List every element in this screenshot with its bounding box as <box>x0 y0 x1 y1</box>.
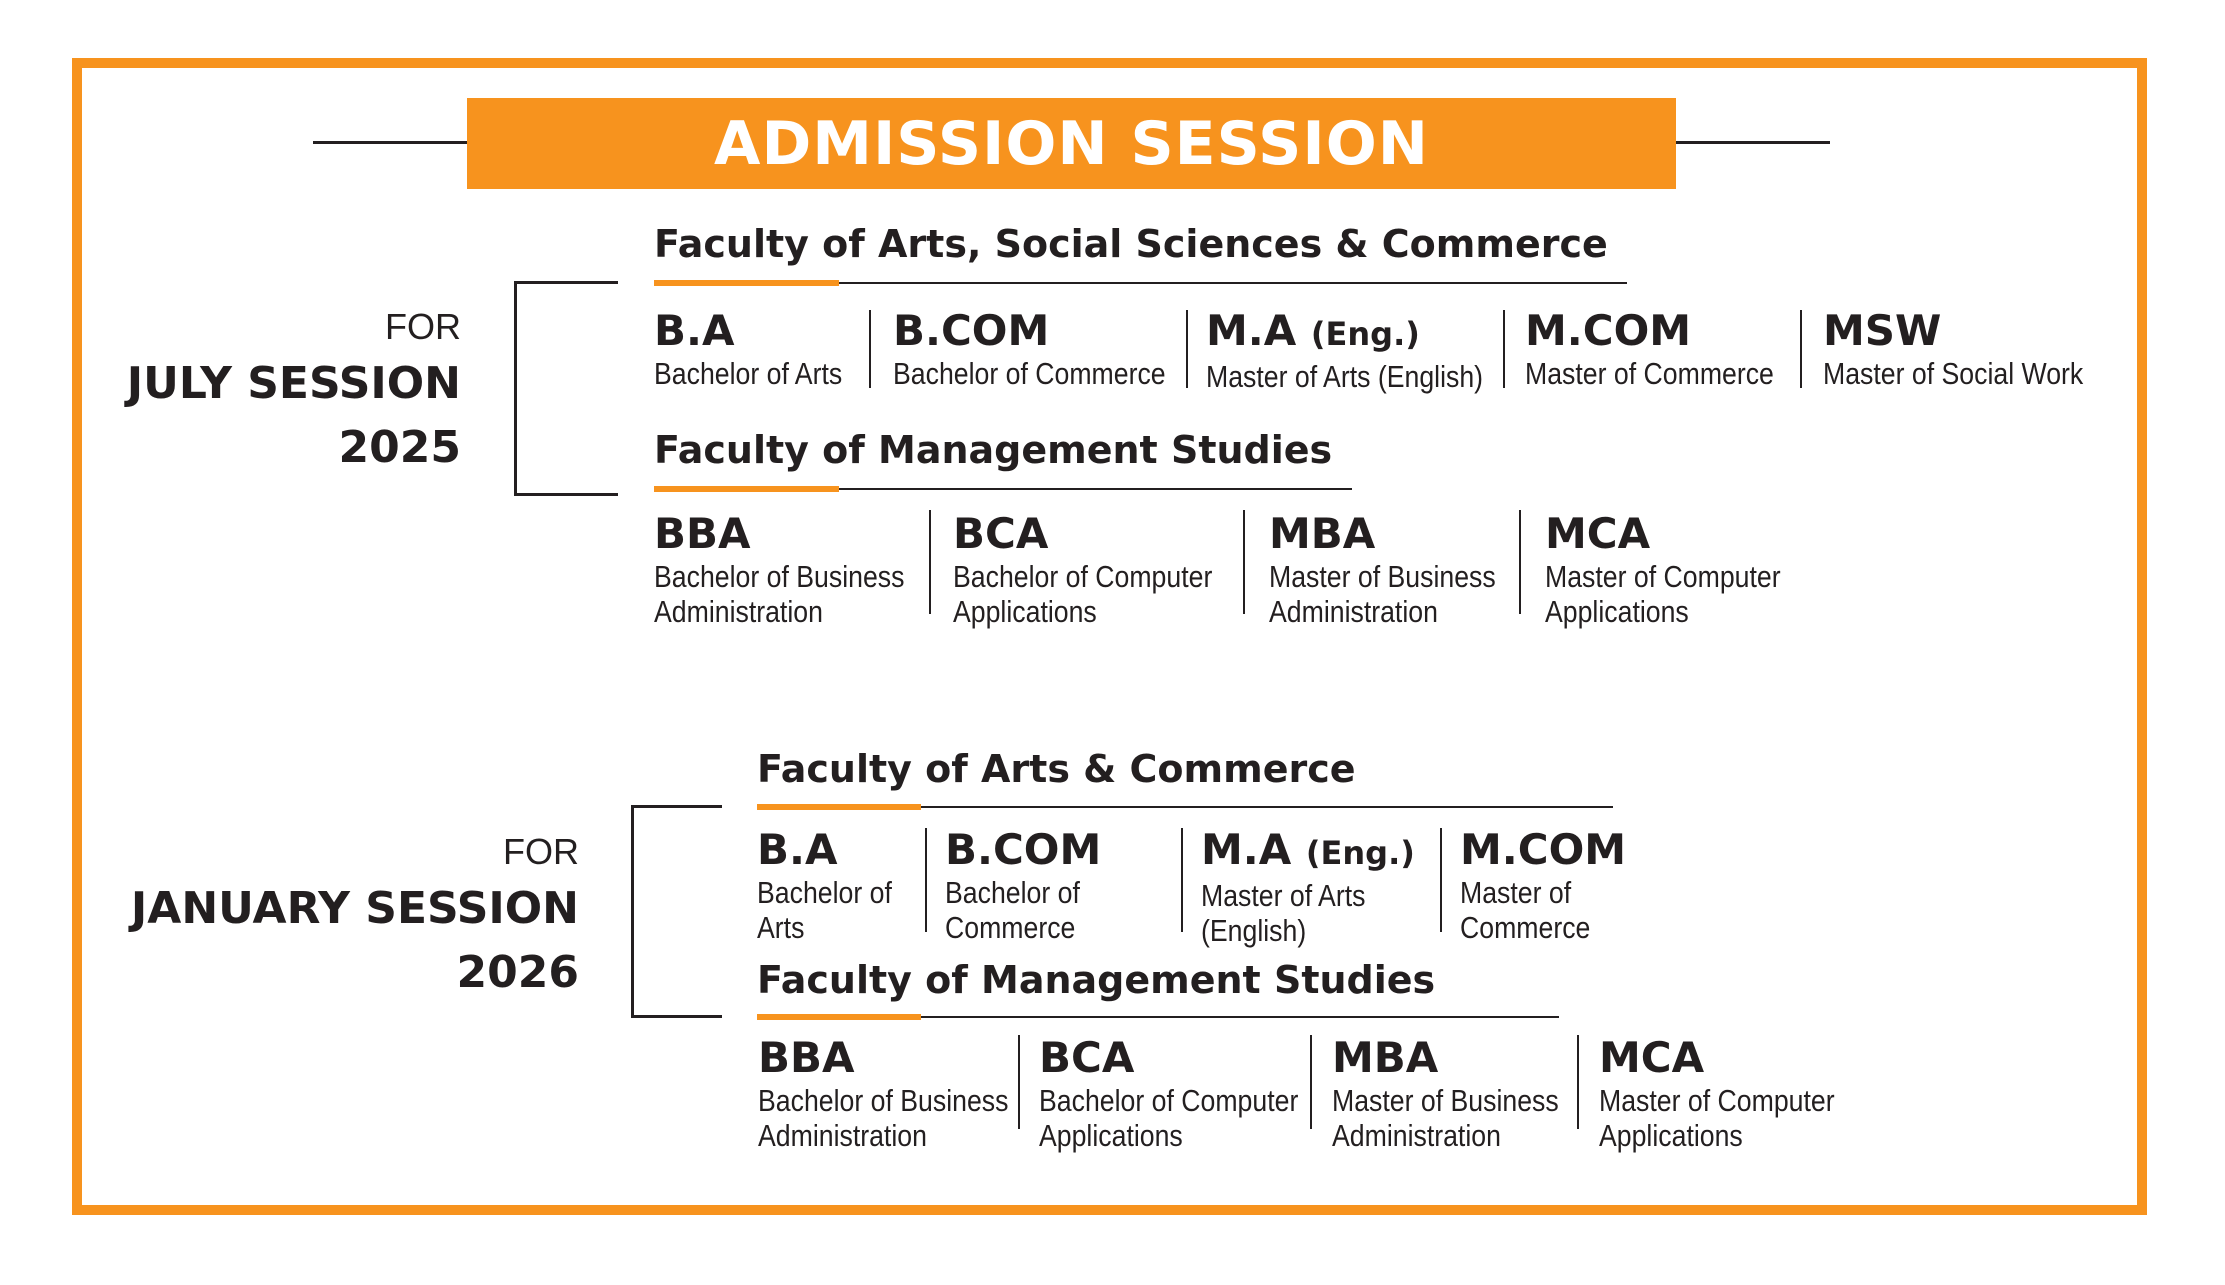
course-code: BBA <box>758 1033 855 1082</box>
session-bracket-january <box>631 805 722 1018</box>
course-desc-line: Bachelor of <box>757 875 892 910</box>
session-name: JANUARY SESSION <box>130 883 579 934</box>
course-item <box>1206 306 1528 394</box>
course-desc-line: Bachelor of Computer <box>1039 1083 1299 1118</box>
course-desc-line: Applications <box>1599 1118 1743 1153</box>
course-code: BCA <box>953 509 1049 558</box>
course-desc-line: Master of Computer <box>1599 1083 1835 1118</box>
course-desc-line: Applications <box>1039 1118 1183 1153</box>
course-desc-line: Applications <box>953 594 1097 629</box>
course-code: MBA <box>1269 509 1376 558</box>
course-divider <box>1310 1035 1312 1129</box>
course-code: B.COM <box>893 306 1050 355</box>
course-divider <box>929 510 931 614</box>
course-item <box>1525 306 1814 391</box>
course-code: BBA <box>654 509 751 558</box>
course-divider <box>925 828 927 932</box>
course-divider <box>1181 828 1183 932</box>
session-for-label: FOR <box>503 831 579 872</box>
course-desc: Master of Social Work <box>1823 356 2084 391</box>
session-year: 2025 <box>338 422 461 473</box>
course-code: B.A <box>757 825 838 874</box>
course-item <box>1039 1033 1341 1153</box>
course-item <box>757 825 914 945</box>
course-desc: Master of Commerce <box>1525 356 1774 391</box>
course-desc-line: Master of Computer <box>1545 559 1781 594</box>
course-desc-line: Arts <box>757 910 805 945</box>
course-item <box>1599 1033 1873 1153</box>
course-desc-line: Administration <box>758 1118 927 1153</box>
course-divider <box>1519 510 1521 614</box>
course-code-suffix: (Eng.) <box>1305 834 1415 872</box>
course-item <box>1332 1033 1596 1153</box>
course-desc-line: Bachelor of Business <box>654 559 905 594</box>
course-item <box>893 306 1210 391</box>
course-code: B.COM <box>945 825 1102 874</box>
course-divider <box>1577 1035 1579 1129</box>
course-divider <box>869 310 871 388</box>
course-desc-line: Administration <box>654 594 823 629</box>
title-line-right <box>1675 141 1830 144</box>
course-desc-line: Administration <box>1332 1118 1501 1153</box>
course-item <box>654 306 873 391</box>
course-desc: Bachelor of Commerce <box>893 356 1166 391</box>
session-for-label: FOR <box>385 306 461 347</box>
course-desc-line: Master of Business <box>1269 559 1496 594</box>
course-item <box>1460 825 1626 945</box>
course-desc-line: Master of Business <box>1332 1083 1559 1118</box>
heading-accent <box>757 804 921 810</box>
session-label-january <box>131 827 579 1005</box>
heading-accent <box>757 1014 921 1020</box>
faculty-heading: Faculty of Arts, Social Sciences & Commerce <box>654 222 1608 266</box>
heading-accent <box>654 280 839 286</box>
course-desc-line: Master of Arts <box>1201 878 1366 913</box>
course-code: MCA <box>1545 509 1651 558</box>
faculty-heading: Faculty of Management Studies <box>654 428 1333 472</box>
course-code <box>1206 306 1528 359</box>
course-item <box>654 509 945 629</box>
course-item <box>953 509 1255 629</box>
course-code: M.COM <box>1460 825 1627 874</box>
course-divider <box>1018 1035 1020 1129</box>
course-code: MBA <box>1332 1033 1439 1082</box>
session-name: JULY SESSION <box>126 358 461 409</box>
course-divider <box>1243 510 1245 614</box>
course-code-suffix: (Eng.) <box>1310 315 1420 353</box>
title-line-left <box>313 141 468 144</box>
course-divider <box>1440 828 1442 932</box>
course-item <box>758 1033 1049 1153</box>
faculty-heading: Faculty of Management Studies <box>757 958 1436 1002</box>
course-item <box>1269 509 1533 629</box>
course-item <box>1201 825 1415 948</box>
course-desc-line: Bachelor of Business <box>758 1083 1009 1118</box>
course-code: MSW <box>1823 306 1942 355</box>
course-code-main: M.A <box>1206 306 1297 355</box>
course-code: BCA <box>1039 1033 1135 1082</box>
session-bracket-july <box>514 281 618 496</box>
course-code: MCA <box>1599 1033 1705 1082</box>
course-code-main: M.A <box>1201 825 1292 874</box>
course-desc-line: Bachelor of Computer <box>953 559 1213 594</box>
faculty-heading: Faculty of Arts & Commerce <box>757 747 1356 791</box>
course-code: B.A <box>654 306 735 355</box>
course-divider <box>1186 310 1188 388</box>
course-desc: Master of Arts (English) <box>1206 359 1484 394</box>
course-code: M.COM <box>1525 306 1692 355</box>
course-desc: Bachelor of Arts <box>654 356 843 391</box>
course-divider <box>1800 310 1802 388</box>
heading-accent <box>654 486 839 492</box>
session-year: 2026 <box>456 947 579 998</box>
course-divider <box>1503 310 1505 388</box>
course-item <box>945 825 1102 945</box>
course-desc-line: Commerce <box>945 910 1076 945</box>
course-item <box>1545 509 1819 629</box>
course-desc-line: Bachelor of <box>945 875 1080 910</box>
course-desc-line: Administration <box>1269 594 1438 629</box>
course-code <box>1201 825 1415 878</box>
session-label-july <box>127 302 461 480</box>
course-desc-line: Master of <box>1460 875 1572 910</box>
course-item <box>1823 306 2126 391</box>
course-desc-line: Applications <box>1545 594 1689 629</box>
course-desc-line: Commerce <box>1460 910 1591 945</box>
page-title: ADMISSION SESSION <box>467 98 1676 189</box>
course-desc-line: (English) <box>1201 913 1307 948</box>
